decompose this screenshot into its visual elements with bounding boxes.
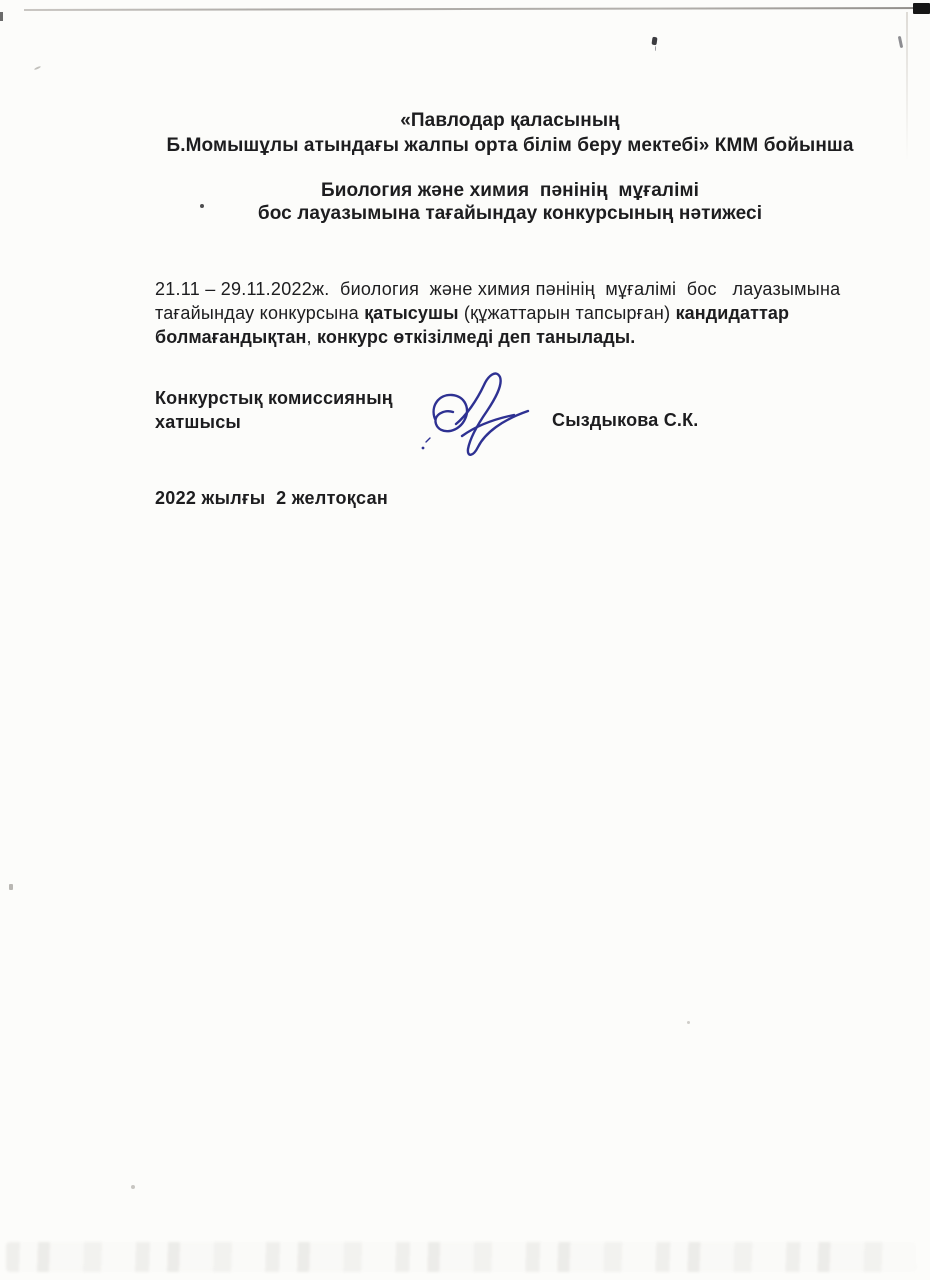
scan-edge-shade [906,12,908,162]
scan-bottom-noise-band [6,1242,916,1272]
body-line3-comma: , [306,327,317,347]
org-header-line2: Б.Момышұлы атындағы жалпы орта білім беру мектебі» КММ бойынша [166,135,854,156]
signer-role-line1: Конкурстық комиссияның [155,388,393,408]
body-paragraph [155,277,875,349]
body-line3-bold-conclusion: конкурс өткізілмеді деп танылады. [317,327,636,347]
signer-role-line2: хатшысы [155,412,241,432]
body-line2-bold-participant: қатысушы [364,303,459,323]
scan-edge-line [24,7,930,11]
body-line2-seg3: (құжаттарын тапсырған) [458,303,676,323]
signature-ink [426,373,528,454]
signature-ink-dot [422,447,425,450]
signer-name: Сыздыкова С.К. [552,410,699,430]
scan-corner-mark [913,3,930,14]
body-line1: 21.11 – 29.11.2022ж. биология және химия пәнінің мұғалімі бос лауазымына [155,279,841,299]
document-title-line2: бос лауазымына тағайындау конкурсының нәтижесі [257,203,763,224]
scan-speck [655,46,656,51]
scan-speck [651,37,657,46]
scan-speck [9,884,13,890]
document-title-line1: Биология және химия пәнінің мұғалімі [320,180,699,201]
body-line2-seg1: тағайындау конкурсына [155,303,365,323]
body-line2-bold-candidates: кандидаттар [675,303,790,323]
body-line3-bold-absence: болмағандықтан [155,327,307,347]
scan-speck [131,1185,135,1189]
organization-header [165,108,855,158]
scan-speck [34,66,41,71]
org-header-line1: «Павлодар қаласының [400,110,620,131]
document-date: 2022 жылғы 2 желтоқсан [155,488,389,508]
scan-edge-mark-left [0,12,3,21]
scan-speck [687,1021,690,1024]
handwritten-signature [418,364,542,464]
scan-speck [898,36,903,48]
document-title [165,179,855,225]
